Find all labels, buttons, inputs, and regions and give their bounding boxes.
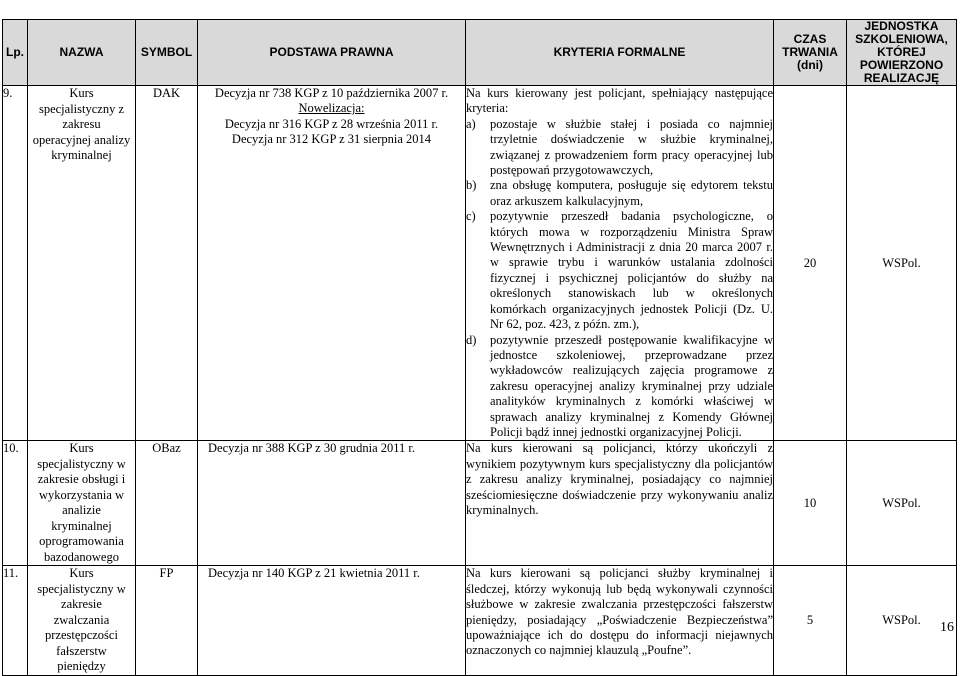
row-symbol: FP	[136, 566, 198, 676]
basis-line: Decyzja nr 388 KGP z 30 grudnia 2011 r.	[208, 441, 416, 456]
header-jedn-line4: POWIERZONO	[859, 58, 944, 72]
name-line: Kurs	[69, 86, 94, 100]
table-header-row	[3, 20, 957, 86]
name-line: specjalistyczny z	[38, 101, 125, 116]
row-lp: 11.	[3, 566, 28, 676]
row-symbol: DAK	[136, 86, 198, 441]
row-basis	[198, 86, 466, 441]
header-czas	[774, 20, 847, 86]
table-row	[3, 566, 957, 676]
basis-line: Decyzja nr 738 KGP z 10 października 2007 r.	[214, 86, 449, 100]
name-line: zakresie	[61, 597, 102, 612]
row-symbol: OBaz	[136, 441, 198, 566]
header-jedn-line2: SZKOLENIOWA,	[855, 32, 948, 46]
basis-line: Decyzja nr 312 KGP z 31 sierpnia 2014	[231, 132, 432, 147]
name-line: pieniędzy	[57, 659, 106, 674]
criteria-label: d)	[466, 332, 477, 347]
name-line: Kurs	[69, 566, 94, 581]
page-number: 16	[940, 620, 954, 635]
row-days: 20	[774, 86, 847, 441]
criteria-label: b)	[466, 178, 477, 193]
basis-line: Decyzja nr 316 KGP z 28 września 2011 r.	[224, 116, 439, 131]
criteria-item	[466, 117, 773, 179]
criteria-intro: Na kurs kierowany jest policjant, spełniający następujące kryteria:	[466, 86, 773, 116]
name-line: zwalczania	[53, 612, 110, 627]
criteria-text: pozytywnie przeszedł postępowanie kwalifikacyjne w jednostce szkoleniowej, przeprowadzane przez wykładowców realizujących zajęcia programowe z zakresu operacyjnej analizy kryminalnej przy udziale analityków kryminalnych z komórki właściwej w sprawach analizy kryminalnej z Komendy Głównej Policji bądź innej jednostki organizacyjnej Policji.	[490, 332, 773, 439]
name-line: operacyjnej analizy	[32, 132, 131, 147]
basis-line: Decyzja nr 140 KGP z 21 kwietnia 2011 r.	[208, 566, 420, 581]
name-line: kryminalnej	[51, 518, 112, 533]
row-lp: 10.	[3, 441, 28, 566]
name-line: oprogramowania	[39, 534, 124, 549]
header-jedn-line5: REALIZACJĘ	[863, 71, 940, 85]
name-line: wykorzystania w	[38, 487, 125, 502]
row-unit: WSPol.	[847, 441, 957, 566]
row-unit: WSPol.	[847, 86, 957, 441]
name-line: Kurs	[69, 441, 94, 456]
row-lp: 9.	[3, 86, 28, 441]
header-czas-line3: (dni)	[797, 58, 823, 72]
row-days: 5	[774, 566, 847, 676]
header-kryteria: KRYTERIA FORMALNE	[466, 20, 774, 86]
header-jednostka	[847, 20, 957, 86]
name-line: specjalistyczny w	[37, 581, 126, 596]
row-criteria: Na kurs kierowani są policjanci, którzy ukończyli z wynikiem pozytywnym kurs specjalistyczny dla policjantów z zakresu analizy kryminalnej, posiadający co najmniej sześciomiesięczne doświadczenie przy wykonywaniu analiz kryminalnych.	[466, 441, 774, 566]
header-jedn-line1: JEDNOSTKA	[864, 19, 939, 33]
name-line: bazodanowego	[44, 549, 119, 564]
row-basis	[198, 441, 466, 566]
criteria-text: zna obsługę komputera, posługuje się edytorem tekstu oraz arkuszem kalkulacyjnym,	[490, 178, 773, 208]
row-unit: WSPol.	[847, 566, 957, 676]
table-row	[3, 441, 957, 566]
header-czas-line2: TRWANIA	[782, 45, 838, 59]
criteria-text: pozytywnie przeszedł badania psychologiczne, o których mowa w rozporządzeniu Ministra Spraw Wewnętrznych i Administracji z dnia 20 marca 2007 r. w sprawie trybu i warunków ustalania zdolności fizycznej i psychicznej policjantów do służby na określonych stanowiskach lub w określonych komórkach organizacyjnych jednostek Policji (Dz. U. Nr 62, poz. 423, z późn. zm.),	[490, 209, 773, 332]
header-jedn-line3: KTÓREJ	[877, 45, 926, 59]
row-days: 10	[774, 441, 847, 566]
criteria-item	[466, 178, 773, 209]
row-criteria	[466, 86, 774, 441]
criteria-label: c)	[466, 209, 476, 224]
header-podstawa: PODSTAWA PRAWNA	[198, 20, 466, 86]
header-symbol: SYMBOL	[136, 20, 198, 86]
table-row	[3, 86, 957, 441]
name-line: przestępczości	[45, 628, 118, 643]
row-name	[28, 566, 136, 676]
name-line: analizie	[62, 503, 101, 518]
row-name	[28, 86, 136, 441]
basis-line: Nowelizacja:	[298, 101, 365, 116]
criteria-label: a)	[466, 116, 476, 131]
header-nazwa: NAZWA	[28, 20, 136, 86]
row-basis	[198, 566, 466, 676]
criteria-item	[466, 333, 773, 441]
name-line: kryminalnej	[51, 148, 112, 162]
name-line: specjalistyczny w	[37, 456, 126, 471]
name-line: zakresie obsługi i	[37, 472, 126, 487]
header-czas-line1: CZAS	[793, 32, 827, 46]
header-lp: Lp.	[3, 20, 28, 86]
row-name	[28, 441, 136, 566]
name-line: fałszerstw	[56, 643, 107, 658]
training-table	[2, 19, 957, 676]
row-criteria: Na kurs kierowani są policjanci służby kryminalnej i śledczej, którzy wykonują lub będą wykonywali czynności służbowe w zakresie zwalczania przestępczości fałszerstw pieniędzy, posiadający „Poświadczenie Bezpieczeństwa” upoważniające ich do dostępu do informacji niejawnych oznaczonych co najmniej klauzulą „Poufne”.	[466, 566, 774, 676]
name-line: zakresu	[62, 117, 101, 131]
criteria-text: pozostaje w służbie stałej i posiada co najmniej trzyletnie doświadczenie w służbie kryminalnej, związanej z prowadzeniem form pracy operacyjnej lub postępowań przygotowawczych,	[490, 116, 773, 178]
criteria-item	[466, 209, 773, 332]
